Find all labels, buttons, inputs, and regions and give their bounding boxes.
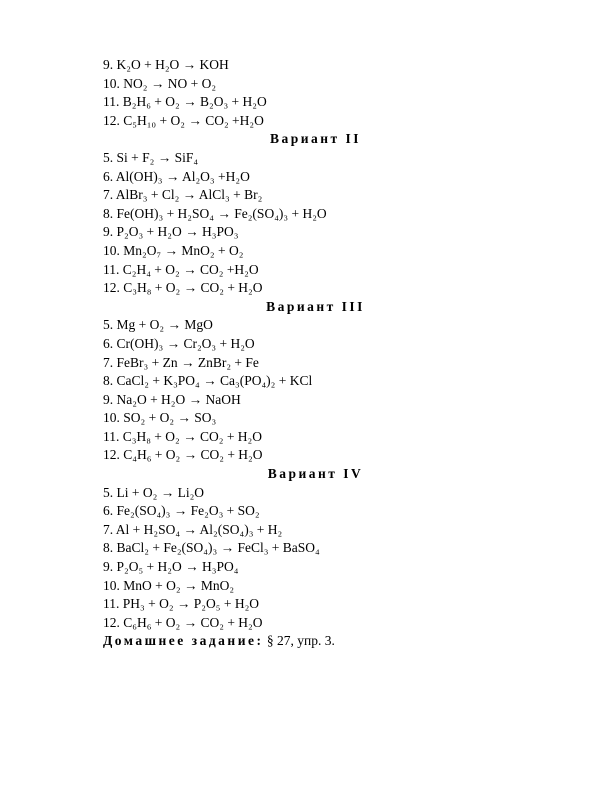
equation-line: 8. Fe(OH)₃ + H₂SO₄ → Fe₂(SO₄)₃ + H₂O	[103, 205, 327, 221]
equation-line: 10. SO₂ + O₂ → SO₃	[103, 410, 217, 426]
equation-line: 5. Mg + O₂ → MgO	[103, 317, 213, 333]
equation-line: 7. Al + H₂SO₄ → Al₂(SO₄)₃ + H₂	[103, 521, 283, 537]
equation-line: 8. CaCl₂ + K₃PO₄ → Ca₃(PO₄)₂ + KCl	[103, 373, 313, 389]
equation-line: 10. NO₂ → NO + O₂	[103, 75, 217, 91]
equation-line: 11. B₂H₆ + O₂ → B₂O₃ + H₂O	[103, 94, 267, 110]
equation-line: 8. BaCl₂ + Fe₂(SO₄)₃ → FeCl₃ + BaSO₄	[103, 540, 320, 556]
equation-line: 9. Na₂O + H₂O → NaOH	[103, 391, 241, 407]
equation-line: 7. FeBr₃ + Zn → ZnBr₂ + Fe	[103, 354, 259, 370]
equation-line: 11. C₃H₈ + O₂ → CO₂ + H₂O	[103, 428, 263, 444]
equation-line: 12. C₅H₁₀ + O₂ → CO₂ +H₂O	[103, 112, 264, 128]
homework-label: Домашнее задание:	[103, 633, 264, 649]
equation-line: 9. K₂O + H₂O → KOH	[103, 57, 229, 72]
variant-heading: Вариант III	[266, 298, 365, 314]
equation-line: 9. P₂O₅ + H₂O → H₃PO₄	[103, 559, 239, 575]
equation-line: 12. C₆H₆ + O₂ → CO₂ + H₂O	[103, 614, 263, 630]
equation-line: 7. AlBr₃ + Cl₂ → AlCl₃ + Br₂	[103, 187, 263, 203]
homework-text: § 27, упр. 3.	[263, 633, 335, 649]
equation-line: 12. C₃H₈ + O₂ → CO₂ + H₂O	[103, 280, 263, 296]
variant-heading: Вариант II	[269, 131, 362, 147]
equation-line: 12. C₄H₆ + O₂ → CO₂ + H₂O	[103, 447, 263, 463]
equation-line: 6. Cr(OH)₃ → Cr₂O₃ + H₂O	[103, 335, 255, 351]
equation-list	[103, 56, 483, 651]
equation-line: 5. Li + O₂ → Li₂O	[103, 484, 205, 500]
equation-line: 10. MnO + O₂ → MnO₂	[103, 577, 235, 593]
equation-line: 9. P₂O₃ + H₂O → H₃PO₃	[103, 224, 239, 240]
equation-line: 11. C₂H₄ + O₂ → CO₂ +H₂O	[103, 261, 259, 277]
equation-line: 6. Fe₂(SO₄)₃ → Fe₂O₃ + SO₂	[103, 503, 260, 519]
equation-line: 10. Mn₂O₇ → MnO₂ + O₂	[103, 242, 244, 258]
equation-line: 6. Al(OH)₃ → Al₂O₃ +H₂O	[103, 168, 250, 184]
equation-line: 11. PH₃ + O₂ → P₂O₅ + H₂O	[103, 596, 260, 612]
variant-heading: Вариант IV	[267, 466, 364, 482]
equation-line: 5. Si + F₂ → SiF₄	[103, 149, 199, 165]
homework-line	[103, 632, 483, 651]
